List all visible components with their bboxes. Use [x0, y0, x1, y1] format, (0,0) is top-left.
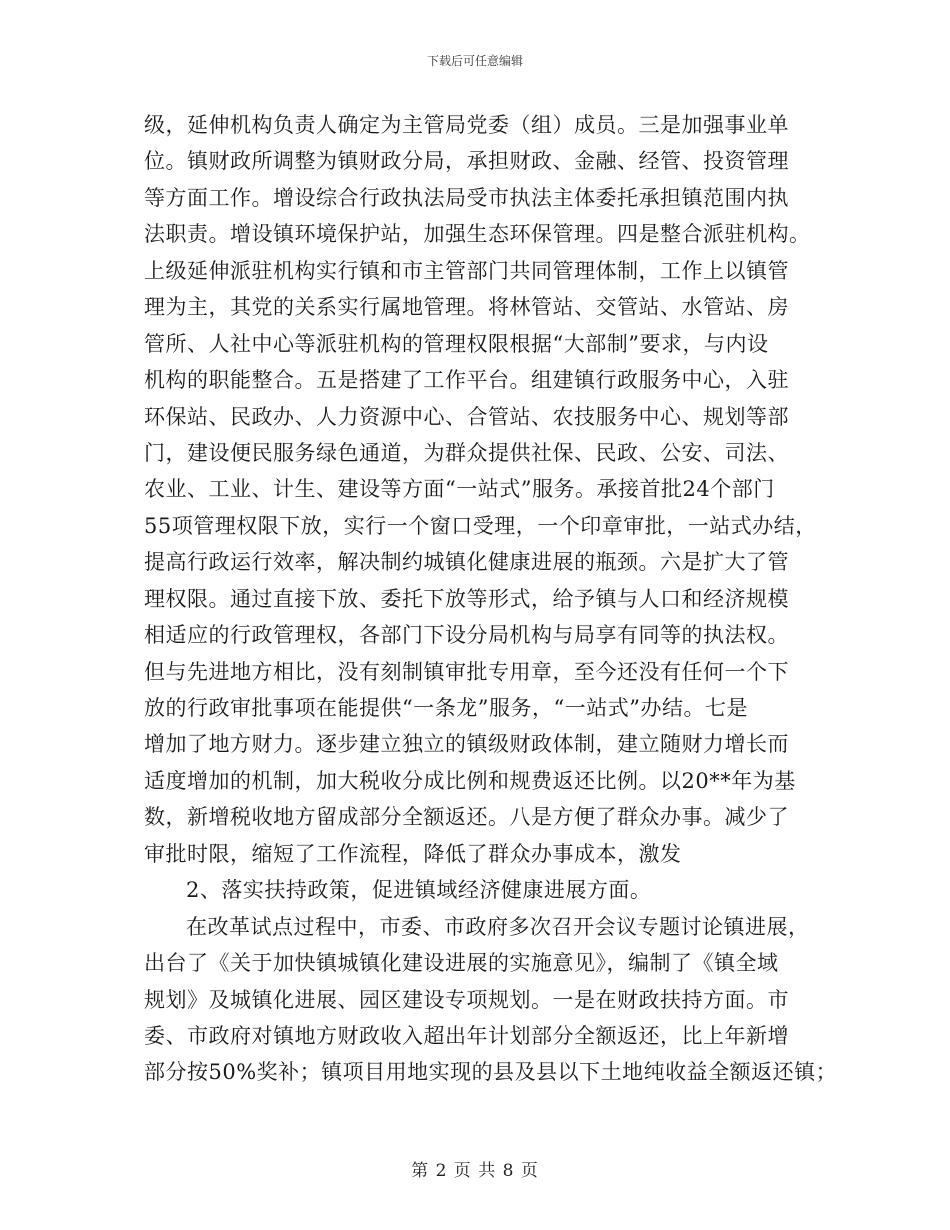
text-line: 提高行政运行效率，解决制约城镇化健康进展的瓶颈。六是扩大了管	[144, 550, 789, 575]
page-header-note: 下载后可任意编辑	[426, 54, 523, 68]
text-line: 法职责。增设镇环境保护站，加强生态环保管理。四是整合派驻机构。	[144, 222, 811, 247]
text-line: 在改革试点过程中，市委、市政府多次召开会议专题讨论镇进展，	[186, 914, 810, 939]
text-line: 55项管理权限下放，实行一个窗口受理，一个印章审批，一站式办结，	[144, 513, 817, 538]
section-heading: 2、落实扶持政策，促进镇域经济健康进展方面。	[186, 878, 652, 903]
text-line: 适度增加的机制，加大税收分成比例和规费返还比例。以20**年为基	[144, 768, 796, 793]
text-line: 数，新增税收地方留成部分全额返还。八是方便了群众办事。减少了	[144, 805, 789, 830]
text-line: 环保站、民政办、人力资源中心、合管站、农技服务中心、规划等部	[144, 404, 789, 429]
text-line: 放的行政审批事项在能提供“一条龙”服务，“一站式”办结。七是	[144, 696, 748, 720]
text-line: 委、市政府对镇地方财政收入超出年计划部分全额返还，比上年新增	[144, 1023, 789, 1048]
text-line: 级，延伸机构负责人确定为主管局党委（组）成员。三是加强事业单	[144, 113, 789, 137]
text-line: 理权限。通过直接下放、委托下放等形式，给予镇与人口和经济规模	[144, 586, 789, 611]
text-line: 管所、人社中心等派驻机构的管理权限根据“大部制”要求，与内设	[144, 331, 769, 356]
text-line: 规划》及城镇化进展、园区建设专项规划。一是在财政扶持方面。市	[144, 987, 789, 1012]
text-line: 审批时限，缩短了工作流程，降低了群众办事成本，激发	[144, 841, 682, 866]
text-line: 农业、工业、计生、建设等方面“一站式”服务。承接首批24个部门	[144, 477, 775, 502]
text-line: 相适应的行政管理权，各部门下设分局机构与局享有同等的执法权。	[144, 623, 789, 648]
text-line: 等方面工作。增设综合行政执法局受市执法主体委托承担镇范围内执	[144, 185, 789, 210]
document-body	[144, 107, 838, 1091]
text-line: 上级延伸派驻机构实行镇和市主管部门共同管理体制，工作上以镇管	[144, 258, 789, 283]
text-line: 出台了《关于加快镇城镇化建设进展的实施意见》，编制了《镇全域	[144, 951, 779, 976]
text-line: 门，建设便民服务绿色通道，为群众提供社保、民政、公安、司法、	[144, 440, 789, 465]
text-line: 但与先进地方相比，没有刻制镇审批专用章，至今还没有任何一个下	[144, 659, 789, 684]
page-number: 第 2 页 共 8 页	[411, 1161, 539, 1181]
text-line: 理为主，其党的关系实行属地管理。将林管站、交管站、水管站、房	[144, 295, 789, 320]
text-line: 位。镇财政所调整为镇财政分局，承担财政、金融、经管、投资管理	[144, 149, 789, 174]
text-line: 部分按50%奖补；镇项目用地实现的县及县以下土地纯收益全额返还镇；	[144, 1060, 838, 1085]
text-line: 机构的职能整合。五是搭建了工作平台。组建镇行政服务中心，入驻	[144, 368, 789, 393]
text-line: 增加了地方财力。逐步建立独立的镇级财政体制，建立随财力增长而	[144, 732, 789, 757]
